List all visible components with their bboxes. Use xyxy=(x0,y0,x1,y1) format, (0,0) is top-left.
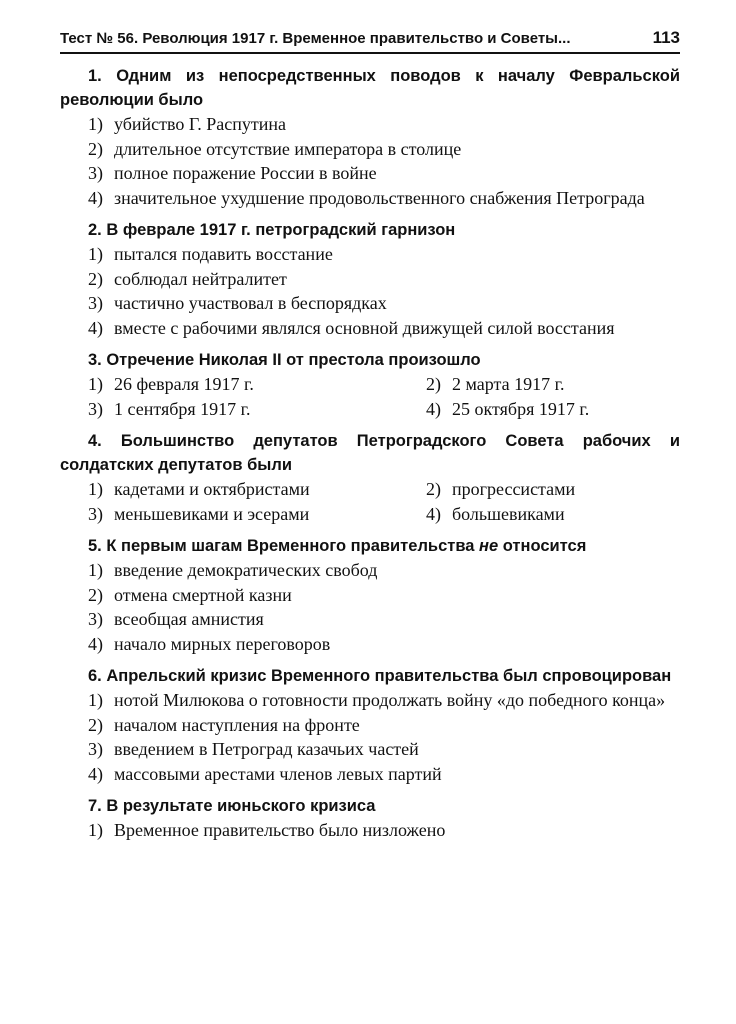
option xyxy=(60,607,680,632)
option-number: 4) xyxy=(88,317,103,338)
option-number: 4) xyxy=(88,187,103,208)
option-text: убийство Г. Распутина xyxy=(114,114,287,134)
question-title-part: 5. К первым шагам Временного правительства xyxy=(88,537,480,555)
option-text: соблюдал нейтралитет xyxy=(114,268,287,289)
question-1 xyxy=(60,64,680,210)
option-number: 1) xyxy=(88,820,103,840)
option-number: 3) xyxy=(88,503,103,524)
option-number: 4) xyxy=(426,398,441,419)
option xyxy=(60,137,680,162)
question-title xyxy=(60,534,680,558)
question-title-emphasis: не xyxy=(479,537,499,555)
option-text: нотой Милюкова о готовности продолжать войну «до победного конца» xyxy=(114,690,666,710)
option-text: отмена смертной казни xyxy=(114,584,292,605)
option xyxy=(60,112,680,137)
options-list xyxy=(60,242,680,340)
question-title: 6. Апрельский кризис Временного правительства был спровоцирован xyxy=(88,667,672,685)
option-text: вместе с рабочими являлся основной движущей силой восстания xyxy=(114,317,615,338)
option-text: 25 октября 1917 г. xyxy=(452,398,590,419)
option-number: 2) xyxy=(88,268,103,289)
option xyxy=(88,397,426,422)
options-list xyxy=(60,558,680,656)
option-text: значительное ухудшение продовольственного снабжения Петрограда xyxy=(114,187,645,208)
option xyxy=(60,713,680,738)
question-7 xyxy=(60,794,680,843)
option xyxy=(60,291,680,316)
option-number: 3) xyxy=(88,609,103,629)
option-number: 2) xyxy=(88,584,103,605)
option xyxy=(60,558,680,583)
option-number: 3) xyxy=(88,163,103,183)
running-title: Тест № 56. Революция 1917 г. Временное правительство и Советы... xyxy=(60,30,571,47)
option xyxy=(426,477,680,502)
option-text: длительное отсутствие императора в столице xyxy=(114,138,462,159)
options-list xyxy=(60,818,680,843)
question-4 xyxy=(60,429,680,526)
option-number: 3) xyxy=(88,739,103,759)
option-text: частично участвовал в беспорядках xyxy=(114,293,387,313)
option xyxy=(426,372,680,397)
option xyxy=(60,737,680,762)
option-number: 1) xyxy=(88,244,103,264)
option-text: Временное правительство было низложено xyxy=(114,820,446,840)
option xyxy=(88,502,426,527)
options-grid xyxy=(60,477,680,526)
option-text: началом наступления на фронте xyxy=(114,714,360,735)
question-title: 2. В феврале 1917 г. петроградский гарнизон xyxy=(88,221,456,239)
option xyxy=(60,186,680,211)
options-grid xyxy=(60,372,680,421)
option-text: 26 февраля 1917 г. xyxy=(114,374,254,394)
options-list xyxy=(60,688,680,786)
question-5 xyxy=(60,534,680,656)
option xyxy=(88,477,426,502)
options-list xyxy=(60,112,680,210)
option xyxy=(88,372,426,397)
question-title-part: относится xyxy=(498,537,587,555)
page xyxy=(60,28,680,843)
option-text: всеобщая амнистия xyxy=(114,609,264,629)
option xyxy=(60,762,680,787)
question-title: 7. В результате июньского кризиса xyxy=(88,797,376,815)
option-number: 2) xyxy=(88,138,103,159)
option xyxy=(60,583,680,608)
option-text: 2 марта 1917 г. xyxy=(452,374,565,394)
option-number: 3) xyxy=(88,293,103,313)
question-title: 4. Большинство депутатов Петроградского Совета рабочих и солдатских депутатов были xyxy=(60,432,680,474)
option-number: 2) xyxy=(426,374,441,394)
option-text: большевиками xyxy=(452,503,565,524)
option-number: 1) xyxy=(88,374,103,394)
option xyxy=(60,161,680,186)
option-number: 1) xyxy=(88,690,103,710)
option-text: полное поражение России в войне xyxy=(114,163,377,183)
question-3 xyxy=(60,348,680,421)
page-header xyxy=(60,28,680,54)
option-text: кадетами и октябристами xyxy=(114,479,310,499)
question-6 xyxy=(60,664,680,786)
option-number: 2) xyxy=(88,714,103,735)
option xyxy=(60,242,680,267)
question-title: 1. Одним из непосредственных поводов к началу Февральской революции было xyxy=(60,67,680,109)
option-text: меньшевиками и эсерами xyxy=(114,503,310,524)
option-number: 4) xyxy=(426,503,441,524)
question-title: 3. Отречение Николая II от престола произошло xyxy=(88,351,481,369)
option-number: 1) xyxy=(88,560,103,580)
page-number: 113 xyxy=(652,28,680,47)
option-number: 1) xyxy=(88,479,103,499)
option-number: 4) xyxy=(88,763,103,784)
option-number: 2) xyxy=(426,479,441,499)
option-number: 4) xyxy=(88,633,103,654)
option xyxy=(60,688,680,713)
option-text: пытался подавить восстание xyxy=(114,244,333,264)
option-number: 1) xyxy=(88,114,103,134)
question-2 xyxy=(60,218,680,340)
option xyxy=(60,818,680,843)
option xyxy=(60,316,680,341)
option xyxy=(60,632,680,657)
option-text: введением в Петроград казачьих частей xyxy=(114,739,419,759)
option-text: 1 сентября 1917 г. xyxy=(114,398,251,419)
option xyxy=(426,502,680,527)
option-text: массовыми арестами членов левых партий xyxy=(114,763,442,784)
option xyxy=(60,267,680,292)
option-text: начало мирных переговоров xyxy=(114,633,331,654)
option xyxy=(426,397,680,422)
option-text: прогрессистами xyxy=(452,479,576,499)
option-number: 3) xyxy=(88,398,103,419)
option-text: введение демократических свобод xyxy=(114,560,378,580)
